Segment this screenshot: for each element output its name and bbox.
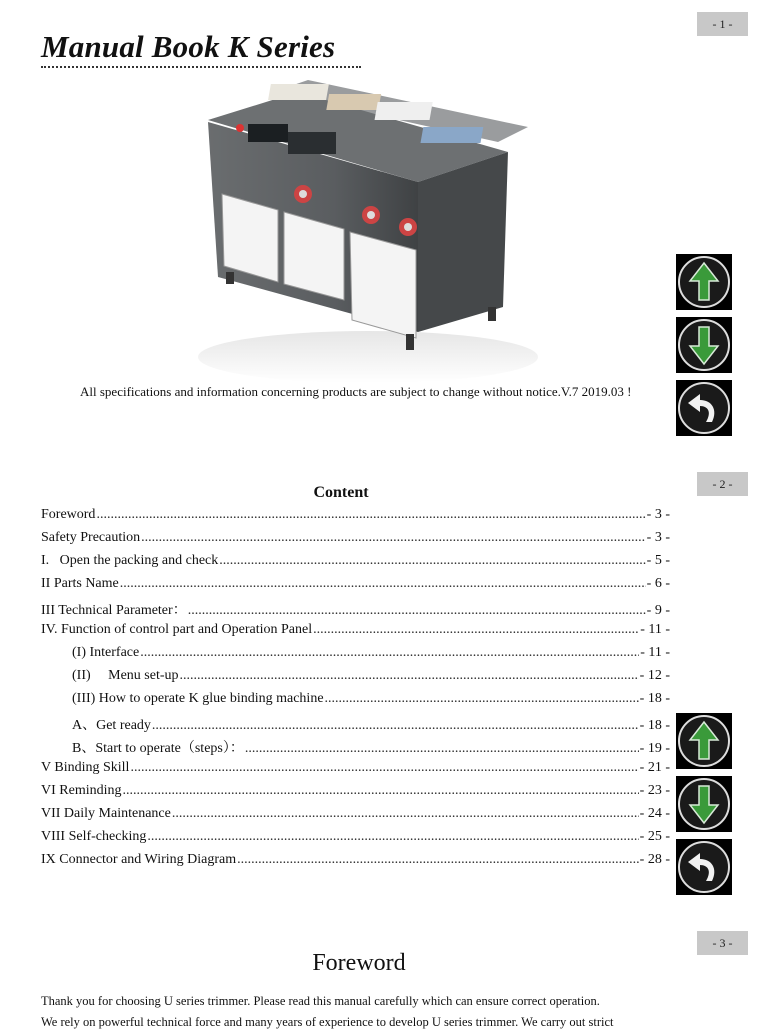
foreword-body [41,991,681,1033]
up-arrow-icon [676,254,732,310]
toc-entry[interactable] [41,714,670,737]
down-arrow-icon [676,776,732,832]
toc-entry-label: IX Connector and Wiring Diagram [41,852,237,867]
toc-entry-page: - 3 - [646,530,670,545]
toc-entry-page: - 23 - [639,783,670,798]
foreword-line: We rely on powerful technical force and many years of experience to develop U series trimmer. We carry out strict [41,1015,614,1029]
page-down-button[interactable] [676,776,732,832]
toc-entry-page: - 18 - [639,718,670,733]
toc-entry-page: - 12 - [639,668,670,683]
toc-entry-label: (I) Interface [72,645,140,660]
toc-entry[interactable] [41,668,670,691]
foreword-line: Thank you for choosing U series trimmer. Please read this manual carefully which can ensure correct operation. [41,994,600,1008]
toc-leader-dots [141,530,646,546]
toc-entry[interactable] [41,760,670,783]
toc-entry-page: - 9 - [646,603,670,618]
toc-entry[interactable] [41,806,670,829]
toc-leader-dots [180,668,639,684]
toc-leader-dots [245,741,639,757]
toc-entry[interactable] [41,530,670,553]
toc-entry[interactable] [41,576,670,599]
toc-leader-dots [188,603,646,619]
toc-leader-dots [147,829,638,845]
toc-entry-label: (II) Menu set-up [72,668,179,683]
toc-entry[interactable] [41,852,670,875]
toc-entry-page: - 3 - [646,507,670,522]
toc-entry-label: (III) How to operate K glue binding machine [72,691,324,706]
toc-leader-dots [123,783,639,799]
toc-leader-dots [313,622,639,638]
toc-entry-label: VI Reminding [41,783,122,798]
toc-leader-dots [237,852,639,868]
back-arrow-icon [676,380,732,436]
toc-entry-page: - 19 - [639,741,670,756]
foreword-heading: Foreword [312,950,406,976]
toc-entry[interactable] [41,829,670,852]
toc-entry[interactable] [41,507,670,530]
page-number-badge: - 3 - [697,931,748,955]
toc-entry-label: VII Daily Maintenance [41,806,171,821]
toc-leader-dots [325,691,639,707]
toc-entry[interactable] [41,691,670,714]
toc-entry-label: IV. Function of control part and Operation Panel [41,622,313,637]
toc-entry-label: Foreword [41,507,96,522]
page-up-button[interactable] [676,254,732,310]
back-button[interactable] [676,380,732,436]
toc-entry-label: I. Open the packing and check [41,553,219,568]
toc-leader-dots [96,507,645,523]
toc-entry-label: Safety Precaution [41,530,141,545]
table-of-contents [41,507,670,875]
toc-entry-page: - 11 - [640,622,670,637]
toc-leader-dots [130,760,638,776]
down-arrow-icon [676,317,732,373]
back-arrow-icon [676,839,732,895]
page-number-badge: - 2 - [697,472,748,496]
toc-entry-page: - 21 - [639,760,670,775]
back-button[interactable] [676,839,732,895]
toc-entry-page: - 6 - [646,576,670,591]
page-down-button[interactable] [676,317,732,373]
toc-entry-label: VIII Self-checking [41,829,147,844]
binding-machine-image [178,72,558,388]
toc-leader-dots [140,645,639,661]
toc-entry[interactable] [41,553,670,576]
toc-entry-page: - 11 - [640,645,670,660]
toc-entry-page: - 28 - [639,852,670,867]
toc-entry[interactable] [41,737,670,760]
toc-leader-dots [219,553,645,569]
toc-entry-page: - 5 - [646,553,670,568]
specification-notice: All specifications and information concerning products are subject to change without notice.V.7 2019.03 ! [80,384,632,399]
toc-entry[interactable] [41,783,670,806]
page-number-badge: - 1 - [697,12,748,36]
toc-leader-dots [172,806,639,822]
page-up-button[interactable] [676,713,732,769]
document-title: Manual Book K Series [41,28,361,68]
toc-entry-label: II Parts Name [41,576,119,591]
toc-entry-label: A、Get ready [72,718,151,733]
toc-entry-page: - 18 - [639,691,670,706]
toc-entry-page: - 25 - [639,829,670,844]
toc-entry[interactable] [41,622,670,645]
toc-entry-label: V Binding Skill [41,760,130,775]
up-arrow-icon [676,713,732,769]
toc-leader-dots [120,576,646,592]
toc-entry-page: - 24 - [639,806,670,821]
toc-entry[interactable] [41,645,670,668]
contents-heading: Content [313,484,369,501]
toc-leader-dots [152,718,639,734]
toc-entry-label: III Technical Parameter： [41,603,187,618]
toc-entry[interactable] [41,599,670,622]
toc-entry-label: B、Start to operate（steps）： [72,741,244,756]
